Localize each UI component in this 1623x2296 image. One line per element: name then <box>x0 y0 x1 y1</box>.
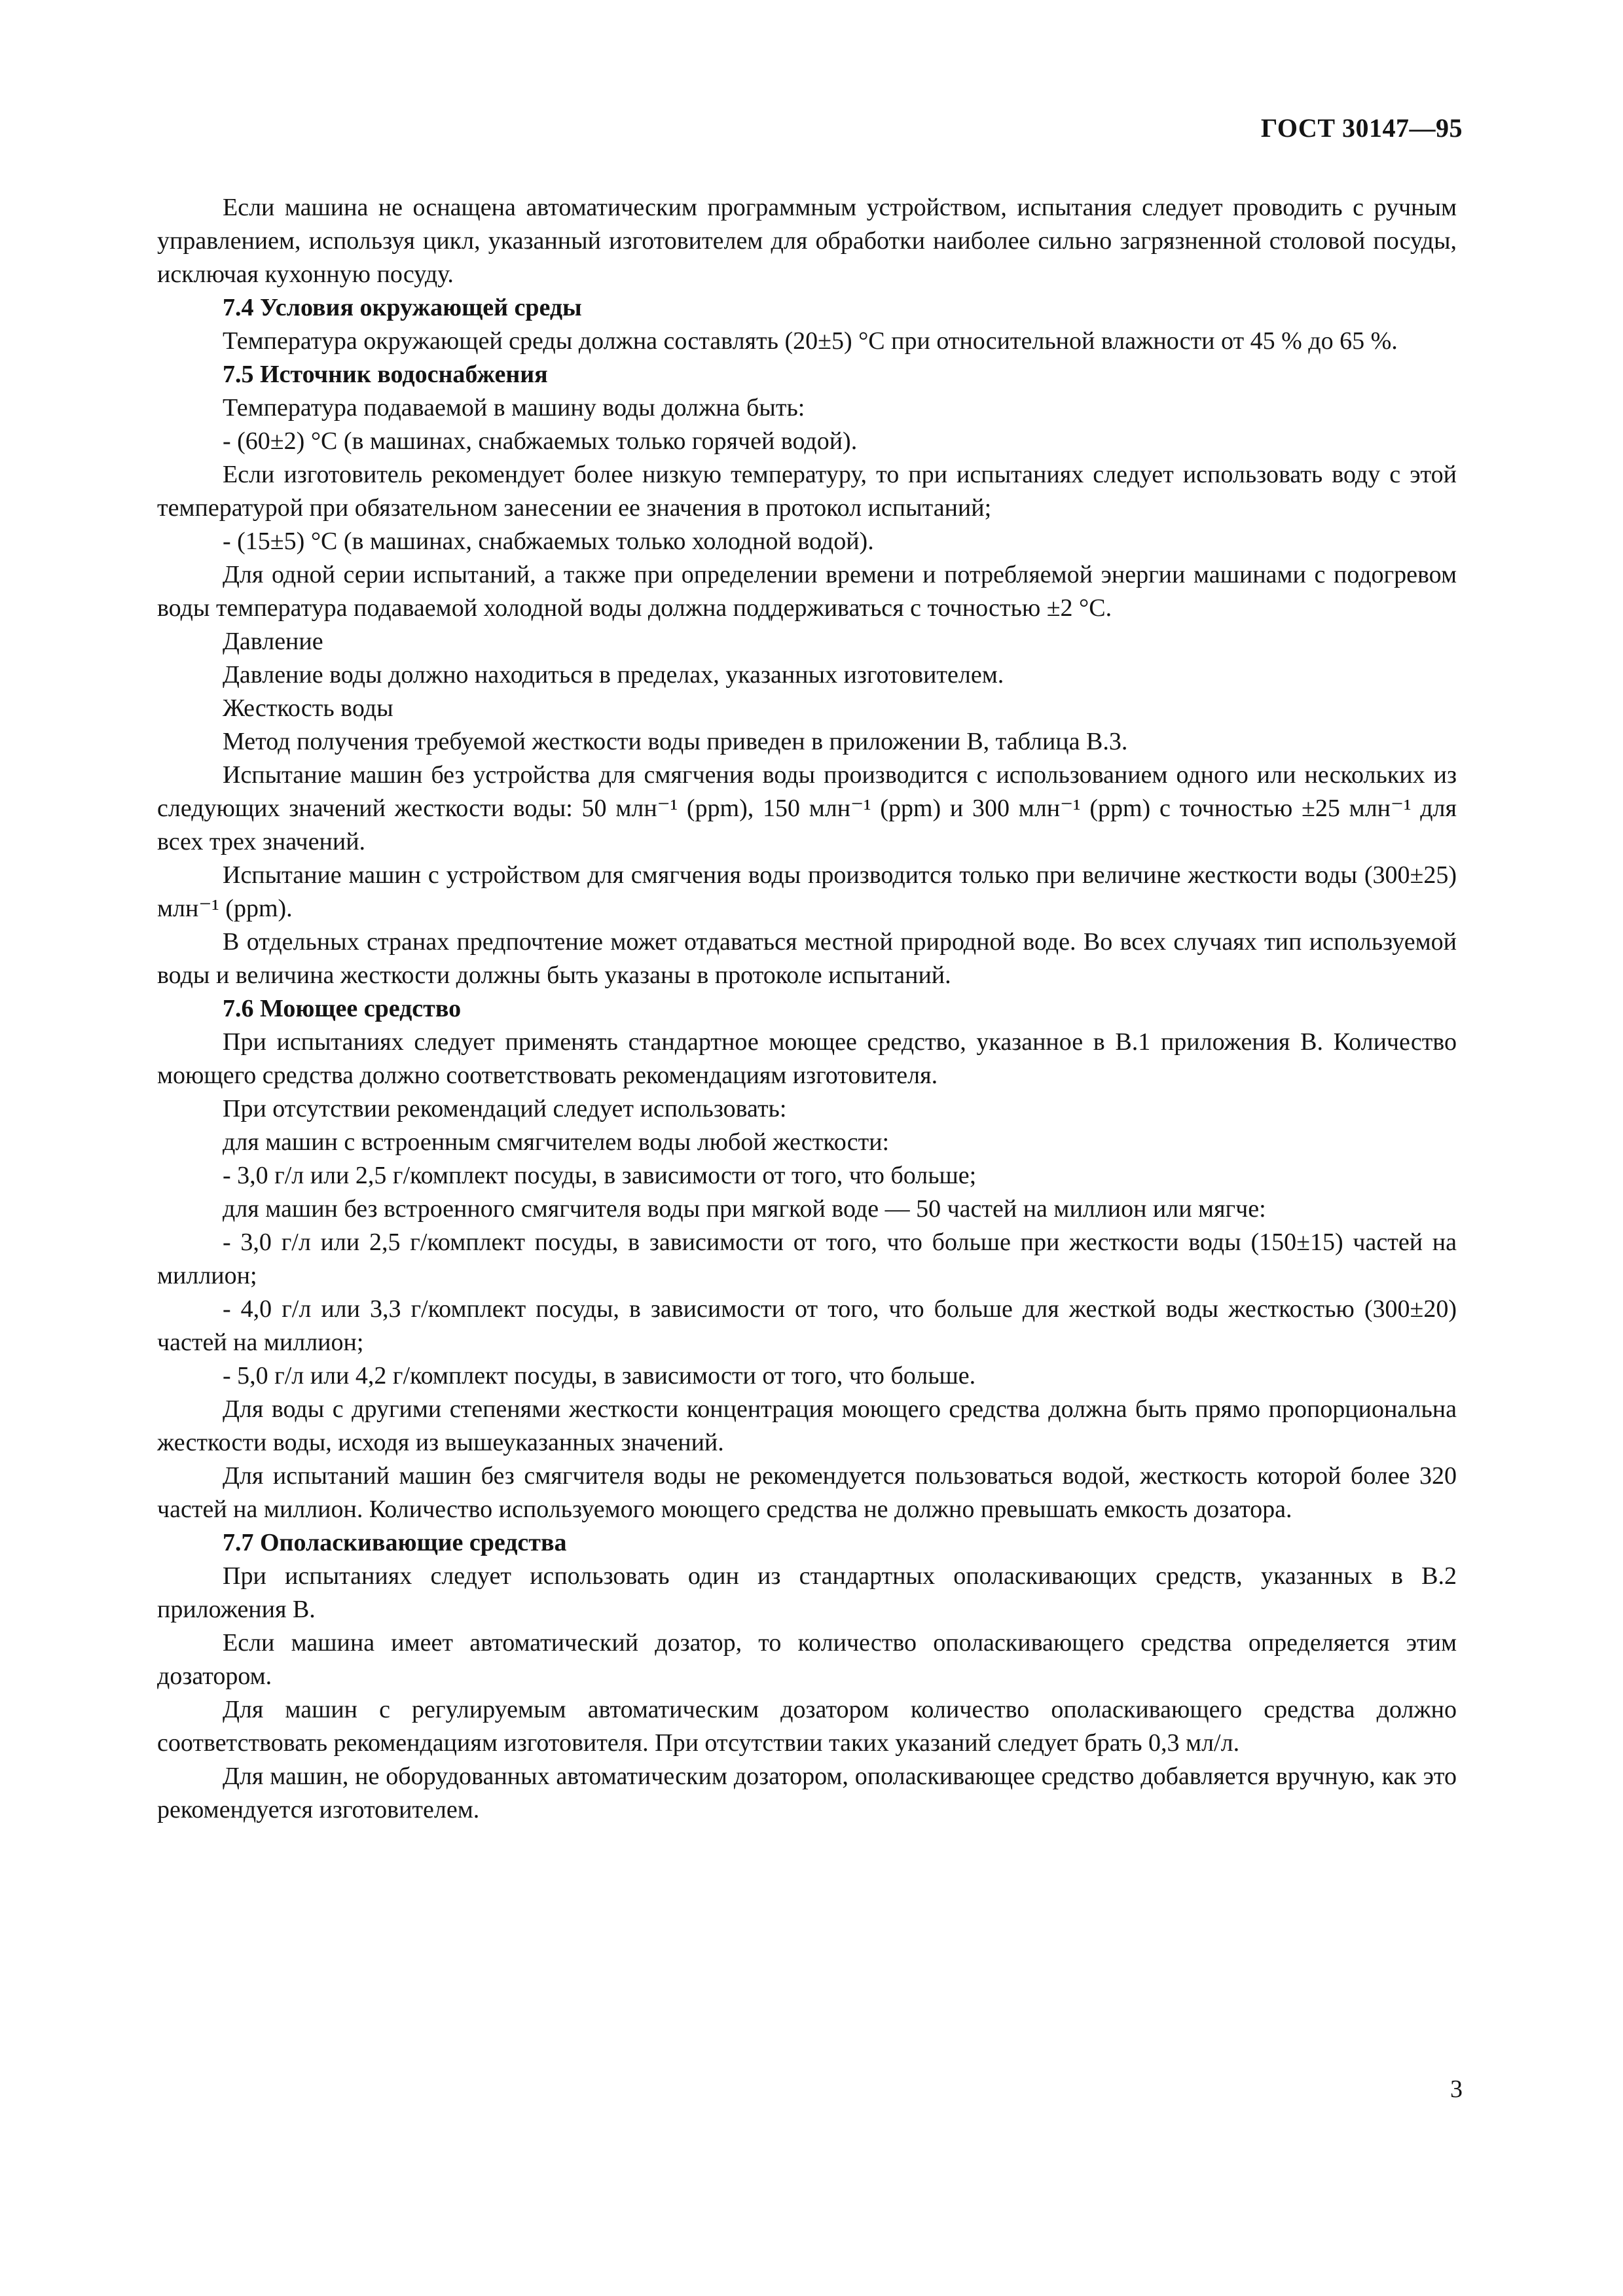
paragraph: Для машин, не оборудованных автоматическим дозатором, ополаскивающее средство добавляется вручную, как это рекомендуется изготовителем. <box>157 1763 1457 1823</box>
paragraph: Для одной серии испытаний, а также при определении времени и потребляемой энергии машинами с подогревом воды температура подаваемой холодной воды должна поддерживаться с точностью ±2 °С. <box>157 561 1457 622</box>
document-body <box>157 191 1457 1827</box>
paragraph: Температура окружающей среды должна составлять (20±5) °С при относительной влажности от 45 % до 65 %. <box>223 327 1398 355</box>
paragraph: - 3,0 г/л или 2,5 г/комплект посуды, в зависимости от того, что больше; <box>223 1162 977 1189</box>
paragraph: При испытаниях следует использовать один из стандартных ополаскивающих средств, указанных в В.2 приложения В. <box>157 1562 1457 1623</box>
paragraph: Метод получения требуемой жесткости воды приведен в приложении В, таблица В.3. <box>223 728 1128 755</box>
paragraph: Давление <box>223 628 323 655</box>
paragraph: - 4,0 г/л или 3,3 г/комплект посуды, в зависимости от того, что больше для жесткой воды жесткостью (300±20) частей на миллион; <box>157 1295 1457 1356</box>
paragraph: Испытание машин с устройством для смягчения воды производится только при величине жесткости воды (300±25) млн⁻¹ (ppm). <box>157 861 1457 922</box>
paragraph: Испытание машин без устройства для смягчения воды производится с использованием одного или нескольких из следующих значений жесткости воды: 50 млн⁻¹ (ppm), 150 млн⁻¹ (ppm) и 300 млн⁻¹ (ppm) с точностью ±25 млн⁻¹ для всех трех значений. <box>157 761 1457 855</box>
paragraph: При отсутствии рекомендаций следует использовать: <box>223 1095 787 1122</box>
paragraph: Температура подаваемой в машину воды должна быть: <box>223 394 805 422</box>
paragraph: Жесткость воды <box>223 694 393 722</box>
paragraph: - 5,0 г/л или 4,2 г/комплект посуды, в зависимости от того, что больше. <box>223 1362 976 1390</box>
standard-header: ГОСТ 30147—95 <box>1260 113 1463 143</box>
paragraph: - (15±5) °С (в машинах, снабжаемых только холодной водой). <box>223 528 874 555</box>
paragraph: - 3,0 г/л или 2,5 г/комплект посуды, в зависимости от того, что больше при жесткости воды (150±15) частей на миллион; <box>157 1229 1457 1289</box>
paragraph: Для испытаний машин без смягчителя воды не рекомендуется пользоваться водой, жесткость которой более 320 частей на миллион. Количество используемого моющего средства не должно превышать емкость дозатора. <box>157 1462 1457 1523</box>
section-heading: 7.6 Моющее средство <box>223 995 462 1022</box>
paragraph: Давление воды должно находиться в пределах, указанных изготовителем. <box>223 661 1004 689</box>
section-heading: 7.7 Ополаскивающие средства <box>223 1529 567 1556</box>
paragraph: Если машина не оснащена автоматическим программным устройством, испытания следует проводить с ручным управлением, используя цикл, указанный изготовителем для обработки наиболее сильно загрязненной столовой посуды, исключая кухонную посуду. <box>157 194 1457 288</box>
section-heading: 7.4 Условия окружающей среды <box>223 294 582 321</box>
paragraph: - (60±2) °С (в машинах, снабжаемых только горячей водой). <box>223 427 858 455</box>
paragraph: Если изготовитель рекомендует более низкую температуру, то при испытаниях следует использовать воду с этой температурой при обязательном занесении ее значения в протокол испытаний; <box>157 461 1457 522</box>
paragraph: Если машина имеет автоматический дозатор, то количество ополаскивающего средства определяется этим дозатором. <box>157 1629 1457 1690</box>
paragraph: При испытаниях следует применять стандартное моющее средство, указанное в В.1 приложения В. Количество моющего средства должно соответствовать рекомендациям изготовителя. <box>157 1028 1457 1089</box>
paragraph: для машин без встроенного смягчителя воды при мягкой воде — 50 частей на миллион или мягче: <box>223 1195 1266 1223</box>
paragraph: Для машин с регулируемым автоматическим дозатором количество ополаскивающего средства должно соответствовать рекомендациям изготовителя. При отсутствии таких указаний следует брать 0,3 мл/л. <box>157 1696 1457 1757</box>
page-number: 3 <box>1450 2075 1463 2103</box>
paragraph: Для воды с другими степенями жесткости концентрация моющего средства должна быть прямо пропорциональна жесткости воды, исходя из вышеуказанных значений. <box>157 1395 1457 1456</box>
paragraph: для машин с встроенным смягчителем воды любой жесткости: <box>223 1128 890 1156</box>
section-heading: 7.5 Источник водоснабжения <box>223 361 548 388</box>
paragraph: В отдельных странах предпочтение может отдаваться местной природной воде. Во всех случаях тип используемой воды и величина жесткости должны быть указаны в протоколе испытаний. <box>157 928 1457 989</box>
